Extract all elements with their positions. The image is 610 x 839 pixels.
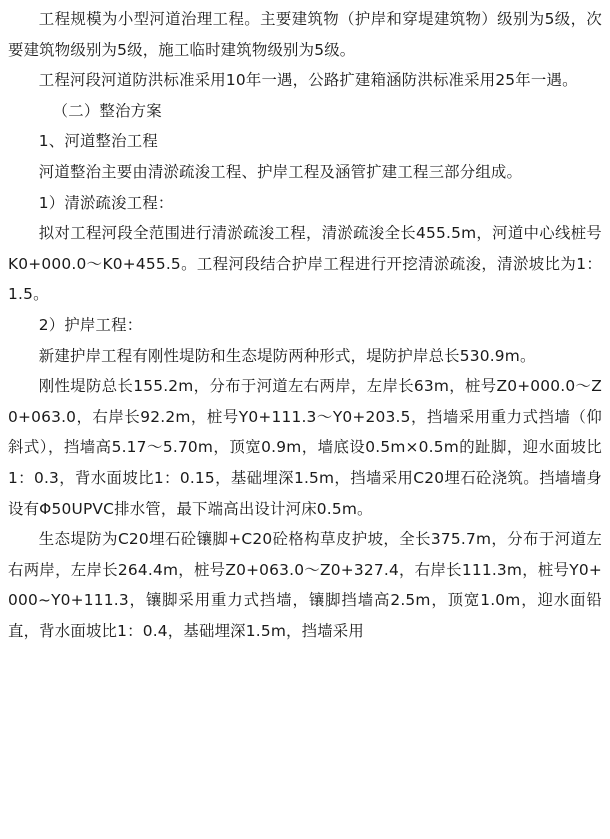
paragraph-flood-standard: 工程河段河道防洪标准采用10年一遇，公路扩建箱涵防洪标准采用25年一遇。 — [38, 71, 578, 90]
paragraph-rigid-embankment: 刚性堤防总长155.2m，分布于河道左右两岸，左岸长63m，桩号Z0+000.0～Z0+063.0，右岸长92.2m，桩号Y0+111.3～Y0+203.5，挡墙采用重力式挡墙（仰斜式），挡墙高5.17～5.70m，顶宽0.9m，墙底设0.5m×0.5m的趾脚，迎水面坡比1：0.3，背水面坡比1：0.15，基础埋深1.5m，挡墙采用C20埋石砼浇筑。挡墙墙身设有Φ50UPVC排水管，最下端高出设计河床0.5m。 — [8, 377, 602, 518]
subsection-heading-river-remediation: 1、河道整治工程 — [38, 132, 158, 151]
paragraph-bank-protection-overview: 新建护岸工程有刚性堤防和生态堤防两种形式，堤防护岸总长530.9m。 — [38, 346, 536, 365]
paragraph-dredging: 拟对工程河段全范围进行清淤疏浚工程，清淤疏浚全长455.5m，河道中心线桩号K0+000.0～K0+455.5。工程河段结合护岸工程进行开挖清淤疏浚，清淤坡比为1：1.5。 — [8, 224, 602, 304]
item-heading-dredging: 1）清淤疏浚工程： — [38, 193, 174, 212]
paragraph-project-scale: 工程规模为小型河道治理工程。主要建筑物（护岸和穿堤建筑物）级别为5级，次要建筑物级别为5级，施工临时建筑物级别为5级。 — [8, 10, 602, 59]
document-body — [8, 4, 602, 646]
paragraph-remediation-overview: 河道整治主要由清淤疏浚工程、护岸工程及涵管扩建工程三部分组成。 — [38, 162, 523, 181]
item-heading-bank-protection: 2）护岸工程： — [38, 315, 143, 334]
section-heading-remediation-plan: （二）整治方案 — [52, 101, 162, 120]
paragraph-ecological-embankment: 生态堤防为C20埋石砼镶脚+C20砼格构草皮护坡，全长375.7m，分布于河道左右两岸，左岸长264.4m，桩号Z0+063.0～Z0+327.4，右岸长111.3m，桩号Y0+000~Y0+111.3，镶脚采用重力式挡墙，镶脚挡墙高2.5m，顶宽1.0m，迎水面铅直，背水面坡比1：0.4，基础埋深1.5m，挡墙采用 — [8, 530, 602, 640]
